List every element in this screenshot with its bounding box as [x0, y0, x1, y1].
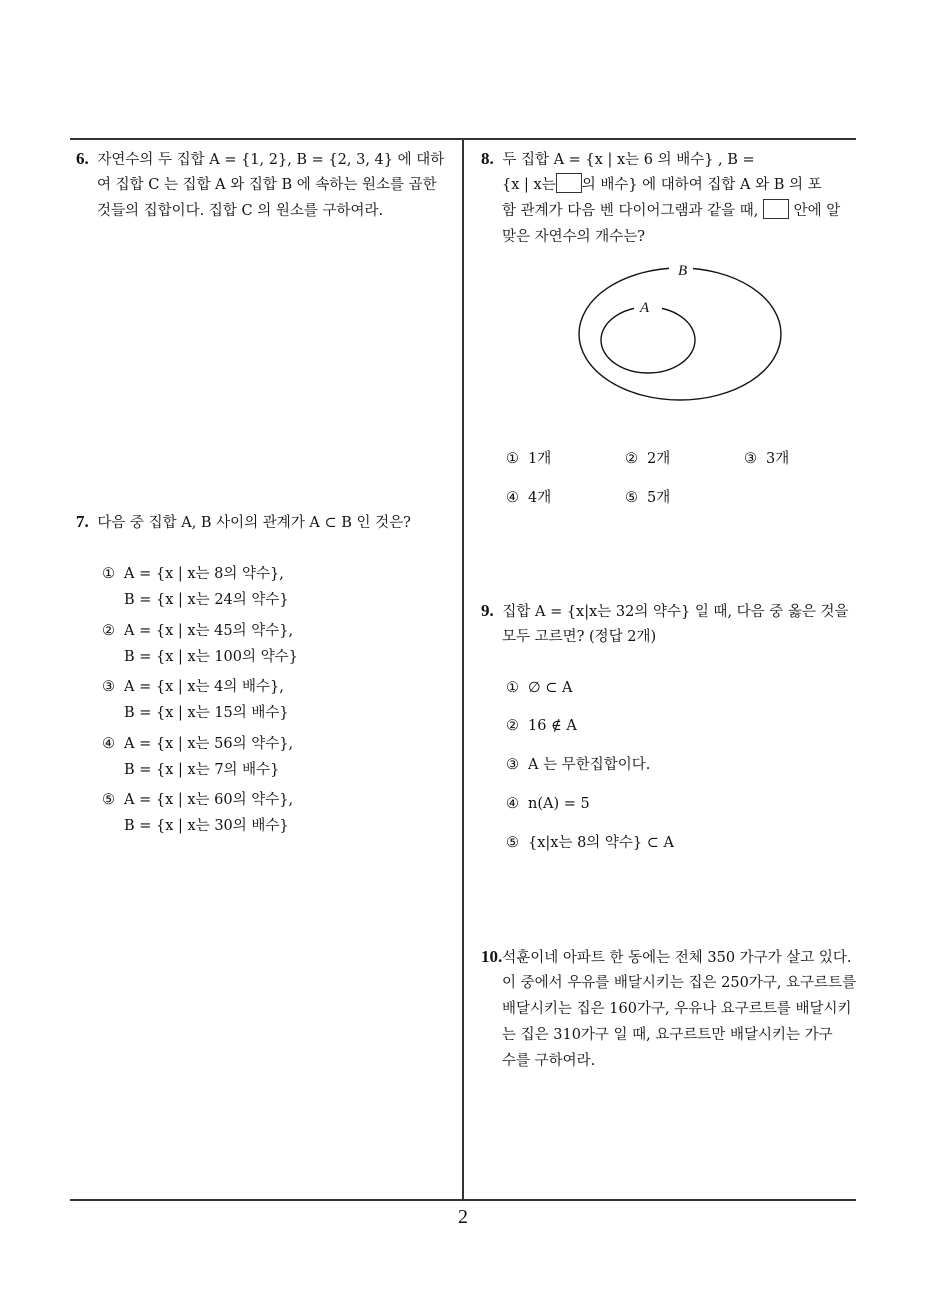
q9-text-1: 집합 A = {x|x는 32의 약수} 일 때, 다음 중 옳은 것을: [502, 604, 849, 620]
q6-text-2: 여 집합 C 는 집합 A 와 집합 B 에 속하는 원소를 곱한: [97, 177, 437, 193]
q9-choice-4[interactable]: [506, 791, 590, 817]
q6-number: 6.: [76, 149, 89, 168]
venn-label-a: A: [640, 300, 650, 316]
choice-text: 16 ∉ A: [528, 718, 577, 734]
answer-blank-box: [556, 173, 582, 193]
q8-text-2b: 의 배수} 에 대하여 집합 A 와 B 의 포: [581, 177, 822, 193]
q7-choice-2-b: B = {x | x는 100의 약수}: [124, 649, 298, 665]
q10-number: 10.: [481, 947, 503, 966]
q10-text-1: 석훈이네 아파트 한 동에는 전체 350 가구가 살고 있다.: [502, 950, 852, 966]
q7-text: 다음 중 집합 A, B 사이의 관계가 A ⊂ B 인 것은?: [97, 515, 411, 531]
venn-outer-set-b: [579, 268, 781, 400]
q8-line-2: [502, 172, 822, 198]
q10-text-3: 배달시키는 집은 160가구, 우유나 요구르트를 배달시키: [502, 1001, 852, 1017]
choice-text-a: A = {x | x는 45의 약수},: [124, 623, 294, 639]
q9-choice-2[interactable]: [506, 713, 577, 739]
q9-number: 9.: [481, 601, 494, 620]
choice-mark: ①: [102, 566, 115, 582]
choice-text: 1개: [528, 451, 552, 467]
choice-text: 3개: [766, 451, 790, 467]
q7-choice-4[interactable]: [102, 731, 293, 757]
q10-text-2: 이 중에서 우유를 배달시키는 집은 250가구, 요구르트를: [502, 975, 857, 991]
column-divider: [462, 138, 464, 1200]
q9-text-2: 모두 고르면? (정답 2개): [502, 629, 657, 645]
choice-text-a: A = {x | x는 56의 약수},: [124, 736, 294, 752]
q6-text-1: 자연수의 두 집합 A = {1, 2}, B = {2, 3, 4} 에 대하: [97, 152, 445, 168]
q8-text-3b: 안에 알: [793, 203, 841, 219]
q8-line-3: [502, 198, 840, 224]
choice-mark: ②: [102, 623, 115, 639]
q7-number: 7.: [76, 512, 89, 531]
bottom-rule: [70, 1199, 856, 1201]
q8-choice-1[interactable]: [506, 446, 551, 472]
choice-text: n(A) = 5: [528, 796, 590, 812]
q8-choice-4[interactable]: [506, 485, 551, 511]
choice-mark: ③: [744, 451, 757, 467]
page-number: 2: [458, 1206, 468, 1228]
q7-choice-4-b: B = {x | x는 7의 배수}: [124, 762, 280, 778]
choice-mark: ②: [625, 451, 638, 467]
choice-mark: ①: [506, 680, 519, 696]
choice-text: ∅ ⊂ A: [528, 680, 573, 696]
q6-line-1: [76, 146, 444, 173]
choice-text: A 는 무한집합이다.: [528, 757, 651, 773]
q10-text-4: 는 집은 310가구 일 때, 요구르트만 배달시키는 가구: [502, 1027, 833, 1043]
q8-choice-5[interactable]: [625, 485, 670, 511]
q10-line-1: [481, 944, 852, 971]
q9-choice-3[interactable]: [506, 752, 650, 778]
q7-choice-2[interactable]: [102, 618, 293, 644]
choice-mark: ①: [506, 451, 519, 467]
venn-label-b: B: [678, 263, 688, 279]
venn-inner-set-a: [601, 307, 695, 373]
q10-text-5: 수를 구하여라.: [502, 1053, 596, 1069]
q8-choice-2[interactable]: [625, 446, 670, 472]
choice-mark: ③: [506, 757, 519, 773]
q7-choice-1[interactable]: [102, 561, 284, 587]
q8-text-2a: {x | x는: [502, 177, 556, 193]
q7-choice-3[interactable]: [102, 674, 284, 700]
choice-text-a: A = {x | x는 4의 배수},: [124, 679, 284, 695]
q7-choice-5-b: B = {x | x는 30의 배수}: [124, 818, 289, 834]
answer-blank-box: [763, 199, 789, 219]
choice-text: 2개: [647, 451, 671, 467]
choice-text: 5개: [647, 490, 671, 506]
q7-choice-5[interactable]: [102, 787, 293, 813]
choice-mark: ⑤: [102, 792, 115, 808]
choice-text-a: A = {x | x는 60의 약수},: [124, 792, 294, 808]
choice-mark: ④: [506, 796, 519, 812]
q9-choice-5[interactable]: [506, 830, 674, 856]
q8-choice-3[interactable]: [744, 446, 789, 472]
choice-mark: ⑤: [506, 835, 519, 851]
q8-line-1: [481, 146, 755, 173]
q9-choice-1[interactable]: [506, 675, 572, 701]
choice-text-a: A = {x | x는 8의 약수},: [124, 566, 284, 582]
q6-text-3: 것들의 집합이다. 집합 C 의 원소를 구하여라.: [97, 203, 384, 219]
q7-choice-1-b: B = {x | x는 24의 약수}: [124, 592, 289, 608]
choice-mark: ⑤: [625, 490, 638, 506]
q7-stem: [76, 509, 411, 536]
q7-choice-3-b: B = {x | x는 15의 배수}: [124, 705, 289, 721]
choice-mark: ④: [506, 490, 519, 506]
choice-mark: ②: [506, 718, 519, 734]
q8-text-3a: 함 관계가 다음 벤 다이어그램과 같을 때,: [502, 203, 759, 219]
q9-line-1: [481, 598, 849, 625]
q8-text-1: 두 집합 A = {x | x는 6 의 배수} , B =: [502, 152, 755, 168]
q8-number: 8.: [481, 149, 494, 168]
venn-diagram: [570, 258, 790, 408]
choice-text: {x|x는 8의 약수} ⊂ A: [528, 835, 675, 851]
choice-text: 4개: [528, 490, 552, 506]
choice-mark: ④: [102, 736, 115, 752]
q8-text-4: 맞은 자연수의 개수는?: [502, 229, 646, 245]
choice-mark: ③: [102, 679, 115, 695]
